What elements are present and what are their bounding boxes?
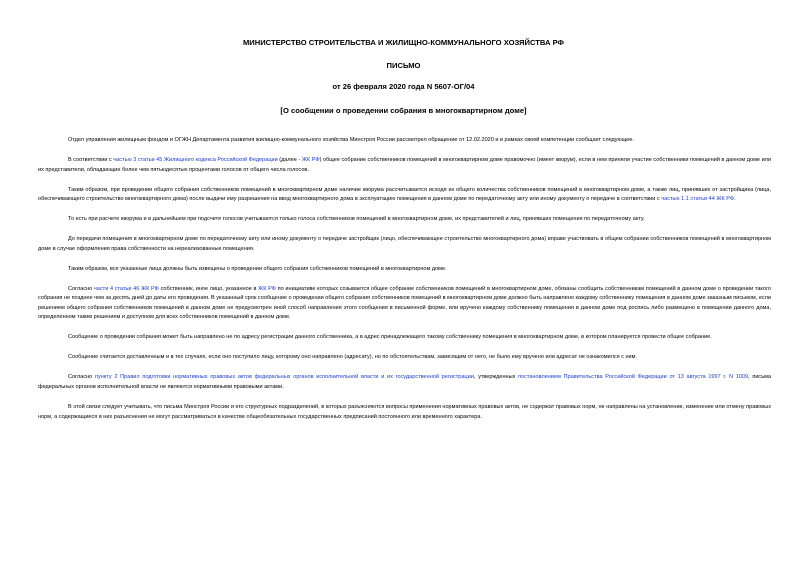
reference-link[interactable]: постановлением Правительства Российской Федерации от 13 августа 1997 г. N 1009 bbox=[518, 374, 749, 381]
body-paragraph bbox=[38, 156, 771, 175]
body-paragraph bbox=[38, 403, 771, 422]
body-paragraph bbox=[38, 285, 771, 323]
paragraph-text: Согласно bbox=[68, 374, 95, 381]
paragraph-text: , утвержденных bbox=[473, 374, 519, 381]
body-paragraph bbox=[38, 333, 771, 343]
reference-link[interactable]: частью 3 статьи 45 Жилищного кодекса Российской Федерации bbox=[113, 156, 278, 163]
paragraph-text: То есть при расчете кворума и в дальнейшем при подсчете голосов учитываются только голоса собственников помещений в многоквартирном доме, их представителей и лиц, принявших помещения по передаточному акту. bbox=[68, 216, 645, 223]
paragraph-text: Отдел управления жилищным фондом и ОГЖН Департамента развития жилищно-коммунального хозяйства Минстроя России рассмотрел обращение от 12.02.2020 и в рамках своей компетенции сообщает следующее. bbox=[68, 137, 634, 143]
document-body bbox=[38, 136, 771, 433]
body-paragraph bbox=[38, 186, 771, 205]
document-subject: [О сообщении о проведении собрания в многоквартирном доме] bbox=[280, 106, 527, 115]
document-date-number: от 26 февраля 2020 года N 5607-ОГ/04 bbox=[332, 82, 475, 91]
body-paragraph bbox=[38, 215, 771, 225]
paragraph-text: В соответствии с bbox=[68, 156, 114, 163]
body-paragraph bbox=[38, 265, 771, 275]
paragraph-text: Сообщение о проведении собрания может быть направлено не по адресу регистрации данного собственника, а в адрес принадлежащего такому собственнику помещения в многоквартирном доме, в котором планируется провести общее собрание. bbox=[68, 334, 712, 341]
paragraph-text: (далее - bbox=[277, 156, 302, 163]
reference-link[interactable]: ЖК РФ bbox=[258, 285, 276, 292]
ministry-heading: МИНИСТЕРСТВО СТРОИТЕЛЬСТВА И ЖИЛИЩНО-КОММУНАЛЬНОГО ХОЗЯЙСТВА РФ bbox=[242, 38, 565, 47]
body-paragraph bbox=[38, 353, 771, 363]
body-paragraph bbox=[38, 373, 771, 392]
reference-link[interactable]: ЖК РФ bbox=[301, 156, 320, 163]
reference-link[interactable]: части 4 статьи 46 ЖК РФ bbox=[93, 285, 159, 292]
paragraph-text: Таким образом, все указанные лица должны быть извещены о проведении общего собрания собственников помещений в многоквартирном доме. bbox=[68, 265, 447, 272]
paragraph-text: До передачи помещения в многоквартирном доме по передаточному акту или иному документу о передаче застройщик (лицо, обеспечивающее строительство многоквартирного дома) вправе участвовать в общем собрании собственников помещений в многоквартирном доме в случае оформления права собственности на нереализованные помещения. bbox=[38, 236, 771, 252]
body-paragraph bbox=[38, 136, 771, 146]
paragraph-text: , письма федеральных органов исполнительной власти не являются нормативными правовыми актами. bbox=[38, 374, 771, 391]
paragraph-text: . bbox=[734, 196, 736, 203]
paragraph-text: Таким образом, при проведении общего собрания собственников помещений в многоквартирном доме наличие кворума рассчитывается исходя из общего количества собственников помещений в многоквартирном доме, а также лиц, принявших от застройщика (лица, обеспечивающего строительство многоквартирного дома) после выдачи ему разрешения на ввод многоквартирного дома в эксплуатацию помещения в данном доме по передаточному акту или иному документу о передаче в соответствии с bbox=[38, 186, 771, 203]
body-paragraph bbox=[38, 235, 771, 254]
document-type: ПИСЬМО bbox=[386, 61, 421, 70]
reference-link[interactable]: частью 1.1 статьи 44 ЖК РФ bbox=[661, 196, 735, 203]
paragraph-text: В этой связи следует учитывать, что письма Минстроя России и его структурных подразделений, в которых разъясняются вопросы применения нормативных правовых актов, не содержат правовых норм, не направлены на установление, изменение или отмену правовых норм, а содержащиеся в них разъяснения не могут рассматриваться в качестве общеобязательных государственных предписаний постоянного или временного характера. bbox=[38, 404, 771, 420]
paragraph-text: ) общее собрание собственников помещений в многоквартирном доме правомочно (имеет кворум), если в нем приняли участие собственники помещений в данном доме или их представители, обладающие более чем пятьюдесятью процентами голосов от общего числа голосов. bbox=[38, 156, 772, 173]
paragraph-text: Сообщение считается доставленным и в тех случаях, если оно поступило лицу, которому оно направлено (адресату), но по обстоятельствам, зависящим от него, не было ему вручено или адресат не ознакомился с ним. bbox=[68, 354, 638, 361]
reference-link[interactable]: пункту 2 Правил подготовки нормативных правовых актов федеральных органов исполнительной власти и их государственной регистрации bbox=[94, 374, 474, 381]
paragraph-text: собственник, иное лицо, указанное в bbox=[158, 285, 259, 292]
paragraph-text: Согласно bbox=[68, 285, 94, 292]
paragraph-text: по инициативе которых созывается общее собрание собственников помещений в многоквартирном доме, обязаны сообщить собственникам помещений в данном доме о проведении такого собрания не позднее чем за десять дней до даты его проведения. В указанный срок сообщение о проведении общего собрания собственников помещений в многоквартирном доме должно быть направлено каждому собственнику помещения в данном доме заказным письмом, если решением общего собрания собственников помещений в данном доме не предусмотрен иной способ направления этого сообщения в письменной форме, или вручено каждому собственнику помещения в данном доме под роспись либо размещено в помещении данного дома, определенном таким решением и доступном для всех собственников помещений в данном доме. bbox=[38, 285, 772, 321]
